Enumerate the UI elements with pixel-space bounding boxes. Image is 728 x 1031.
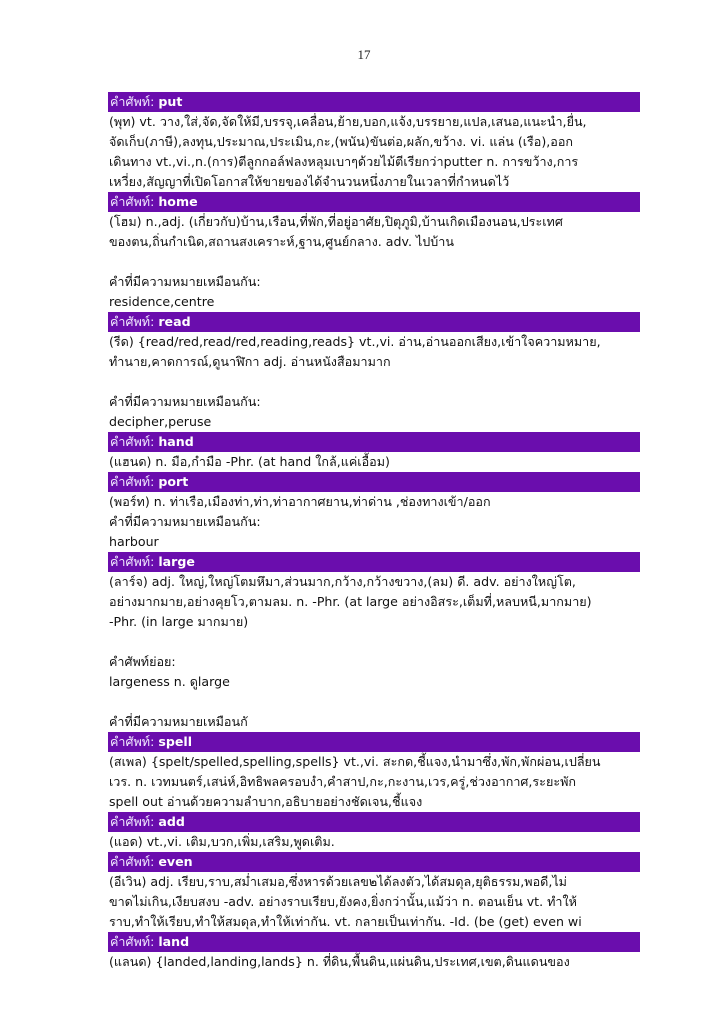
entry-definition: (แอด) vt.,vi. เติม,บวก,เพิ่ม,เสริม,พูดเติม. — [109, 834, 335, 849]
entry-header — [108, 552, 640, 572]
entry-put — [108, 92, 640, 192]
entry-word: even — [158, 854, 193, 869]
entry-word: read — [158, 314, 191, 329]
entry-label: คำศัพท์: — [110, 734, 155, 749]
entry-read — [108, 312, 640, 432]
entry-header — [108, 192, 640, 212]
entry-header — [108, 812, 640, 832]
entry-label: คำศัพท์: — [110, 314, 155, 329]
entry-word: port — [158, 474, 189, 489]
entry-label: คำศัพท์: — [110, 814, 155, 829]
entry-definition: (โฮม) n.,adj. (เกี่ยวกับ)บ้าน,เรือน,ที่พัก,ที่อยู่อาศัย,ปิตุภูมิ,บ้านเกิดเมืองนอน,ประเทศ ของตน,ถิ่นกำเนิด,สถานสงเคราะห์,ฐาน,ศูนย์กลาง. adv. ไปบ้าน คำที่มีความหมายเหมือนกัน: residence,centre — [109, 214, 563, 309]
entry-definition: (แฮนด) n. มือ,กำมือ -Phr. (at hand ใกล้,แค่เอื้อม) — [109, 454, 390, 469]
entry-definition: (รีด) {read/red,read/red,reading,reads} vt.,vi. อ่าน,อ่านออกเสียง,เข้าใจความหมาย, ทำนาย,คาดการณ์,ดูนาฬิกา adj. อ่านหนังสือมามาก คำที่มีความหมายเหมือนกัน: decipher,peruse — [109, 334, 601, 429]
entry-label: คำศัพท์: — [110, 194, 155, 209]
entry-header — [108, 732, 640, 752]
entry-label: คำศัพท์: — [110, 474, 155, 489]
entry-word: home — [158, 194, 198, 209]
entry-label: คำศัพท์: — [110, 934, 155, 949]
entry-spell — [108, 732, 640, 812]
entry-header — [108, 312, 640, 332]
dictionary-entries — [108, 92, 640, 972]
entry-label: คำศัพท์: — [110, 434, 155, 449]
entry-header — [108, 432, 640, 452]
entry-home — [108, 192, 640, 312]
entry-land — [108, 932, 640, 972]
entry-hand — [108, 432, 640, 472]
page-number: 17 — [357, 47, 371, 62]
entry-word: add — [158, 814, 185, 829]
entry-label: คำศัพท์: — [110, 554, 155, 569]
entry-definition: (แลนด) {landed,landing,lands} n. ที่ดิน,พื้นดิน,แผ่นดิน,ประเทศ,เขต,ดินแดนของ — [109, 954, 570, 969]
entry-header — [108, 92, 640, 112]
entry-header — [108, 932, 640, 952]
entry-definition: (สเพล) {spelt/spelled,spelling,spells} vt.,vi. สะกด,ชี้แจง,นำมาซึ่ง,พัก,พักผ่อน,เปลี่ยน เวร. n. เวทมนตร์,เสน่ห์,อิทธิพลครอบงำ,คำสาป,กะ,กะงาน,เวร,ครู่,ช่วงอากาศ,ระยะพัก spell out อ่านด้วยความลำบาก,อธิบายอย่างชัดเจน,ชี้แจง — [109, 754, 601, 809]
entry-word: put — [158, 94, 183, 109]
entry-large — [108, 552, 640, 732]
entry-header — [108, 472, 640, 492]
entry-definition: (อีเวิน) adj. เรียบ,ราบ,สม่ำเสมอ,ซึ่งหารด้วยเลข๒ได้ลงตัว,ได้สมดุล,ยุติธรรม,พอดี,ไม่ ขาดไม่เกิน,เงียบสงบ -adv. อย่างราบเรียบ,ยังคง,ยิ่งกว่านั้น,แม้ว่า n. ตอนเย็น vt. ทำให้ ราบ,ทำให้เรียบ,ทำให้สมดุล,ทำให้เท่ากัน. vt. กลายเป็นเท่ากัน. -Id. (be (get) even wi — [109, 874, 582, 929]
entry-word: land — [158, 934, 190, 949]
entry-port — [108, 472, 640, 552]
entry-word: hand — [158, 434, 194, 449]
entry-label: คำศัพท์: — [110, 854, 155, 869]
entry-label: คำศัพท์: — [110, 94, 155, 109]
entry-word: spell — [158, 734, 193, 749]
entry-even — [108, 852, 640, 932]
entry-definition: (ลาร์จ) adj. ใหญ่,ใหญ่โตมหึมา,ส่วนมาก,กว้าง,กว้างขวาง,(ลม) ดี. adv. อย่างใหญ่โต, อย่างมากมาย,อย่างคุยโว,ตามลม. n. -Phr. (at large อย่างอิสระ,เต็มที่,หลบหนี,มากมาย) -Phr. (in large มากมาย) คำศัพท์ย่อย: largeness n. ดูlarge คำที่มีความหมายเหมือนกั — [109, 574, 592, 729]
entry-definition: (พอร์ท) n. ท่าเรือ,เมืองท่า,ท่า,ท่าอากาศยาน,ท่าด่าน ,ช่องทางเข้า/ออก คำที่มีความหมายเหมือนกัน: harbour — [109, 494, 491, 549]
entry-add — [108, 812, 640, 852]
entry-word: large — [158, 554, 195, 569]
entry-header — [108, 852, 640, 872]
entry-definition: (พุท) vt. วาง,ใส่,จัด,จัดให้มี,บรรจุ,เคลื่อน,ย้าย,บอก,แจ้ง,บรรยาย,แปล,เสนอ,แนะนำ,ยื่น, จัดเก็บ(ภาษี),ลงทุน,ประมาณ,ประเมิน,กะ,(พนัน)ขันต่อ,ผลัก,ขว้าง. vi. แล่น (เรือ),ออก เดินทาง vt.,vi.,n.(การ)ตีลูกกอล์ฟลงหลุมเบาๆด้วยไม้ตีเรียกว่าputter n. การขว้าง,การ เหวี่ยง,สัญญาที่เปิดโอกาสให้ขายของได้จำนวนหนึ่งภายในเวลาที่กำหนดไว้ — [109, 114, 587, 189]
